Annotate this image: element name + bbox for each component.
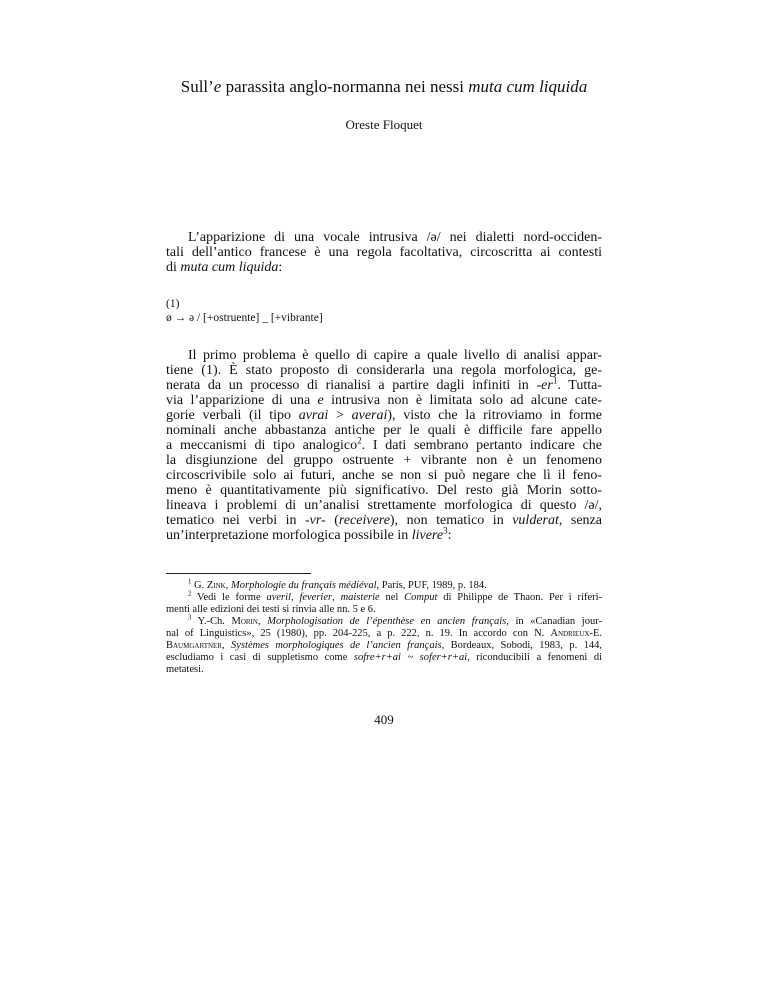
text-run: nominali anche abbastanza antiche per le quali è difficile fare appello <box>166 423 602 438</box>
text-run: > <box>328 408 352 423</box>
text-run: -vr- <box>305 513 326 528</box>
text-run: , senza <box>558 513 602 528</box>
footnote-ref: 3 <box>188 614 192 622</box>
text-run: . I dati sembrano pertanto indicare che <box>361 438 602 453</box>
text-run: gorie verbali (il tipo <box>166 408 299 423</box>
text-run: tiene (1). È stato proposto di considerarla una regola morfologica, ge- <box>166 363 602 378</box>
paragraph-intro <box>166 230 602 275</box>
footnote <box>166 592 602 616</box>
text-run: un’interpretazione morfologica possibile in <box>166 528 412 543</box>
footnote-line <box>166 580 602 592</box>
text-run: Vedi le forme <box>191 592 267 603</box>
text-run: , Paris, PUF, 1989, p. 184. <box>376 580 487 591</box>
text-line <box>166 483 602 498</box>
text-run: feverier <box>299 592 333 603</box>
text-run: muta cum liquida <box>180 260 279 275</box>
text-run: Comput <box>404 592 438 603</box>
text-run: intrusiva non è limitata solo ad alcune cate- <box>323 393 602 408</box>
text-line <box>166 498 602 513</box>
text-run: via l’apparizione di una <box>166 393 318 408</box>
footnote <box>166 580 602 592</box>
text-line <box>166 245 602 260</box>
text-run: a meccanismi di tipo analogico <box>166 438 358 453</box>
text-run: L’apparizione di una vocale intrusiva /ə/ nei dialetti nord-occiden- <box>188 230 602 245</box>
text-run: Morphologisation de l’épenthèse en ancien français <box>267 616 507 627</box>
text-run: di Philippe de Thaon. Per i riferi- <box>437 592 603 603</box>
text-run: tali dell’antico francese è una regola facoltativa, circoscritta ai contesti <box>166 245 602 260</box>
paragraph-main <box>166 348 602 543</box>
rule-1 <box>166 297 602 325</box>
text-run: , riconducibili a fenomeni di <box>467 652 602 663</box>
text-run: averil <box>266 592 291 603</box>
text-line <box>166 393 602 408</box>
footnote-divider <box>166 573 311 574</box>
text-run: , Bordeaux, Sobodi, 1983, p. 144, <box>441 640 603 651</box>
text-run: , <box>290 592 300 603</box>
text-run: nel <box>379 592 405 603</box>
text-run: metatesi. <box>166 664 204 675</box>
text-run: circoscrivibile solo ai futuri, anche se non si può negare che lì il feno- <box>166 468 602 483</box>
text-run: , <box>221 640 232 651</box>
text-run: Il primo problema è quello di capire a quale livello di analisi appar- <box>188 348 602 363</box>
text-run: Zink <box>206 580 226 591</box>
text-run: parassita anglo-normanna nei nessi <box>221 77 469 96</box>
text-run: avrai <box>298 408 329 423</box>
footnotes <box>166 580 602 676</box>
text-run: : <box>278 260 283 275</box>
text-run: nerata da un processo di rianalisi a partire dagli infiniti in <box>166 378 537 393</box>
document-page <box>166 0 602 728</box>
text-run: averai <box>351 408 388 423</box>
text-run: ( <box>325 513 339 528</box>
text-line <box>166 230 602 245</box>
text-run: , <box>257 616 268 627</box>
text-run: sofre+r+ai ~ sofer+r+ai <box>353 652 468 663</box>
article-title <box>124 76 644 97</box>
text-run: Andrieux <box>550 628 590 639</box>
text-run: maisterie <box>340 592 380 603</box>
text-run: , <box>332 592 341 603</box>
footnote-line <box>166 628 602 640</box>
text-run: Systèmes morphologiques de l’ancien français <box>231 640 442 651</box>
footnote-ref: 2 <box>357 435 362 446</box>
footnote-ref: 1 <box>188 578 192 586</box>
footnote-line <box>166 640 602 652</box>
footnote-line <box>166 652 602 664</box>
text-line <box>166 435 602 453</box>
text-run: e <box>317 393 324 408</box>
footnote-ref: 2 <box>188 590 192 598</box>
text-line <box>166 513 602 528</box>
rule-number: (1) <box>166 298 180 310</box>
rule-formula: ø → ə / [+ostruente] _ [+vibrante] <box>166 312 323 324</box>
text-line <box>166 408 602 423</box>
text-line <box>166 363 602 378</box>
text-run: ), non tematico in <box>389 513 513 528</box>
text-line <box>166 423 602 438</box>
text-run: receivere <box>338 513 390 528</box>
author-name: Oreste Floquet <box>345 117 423 132</box>
text-run: Morphologie du français médiéval <box>230 580 377 591</box>
text-run: escludiamo i casi di suppletismo come <box>166 652 354 663</box>
text-run: menti alle edizioni dei testi si rinvia alle nn. 5 e 6. <box>166 604 376 615</box>
text-run: meno è quantitativamente più significativo. Del resto già Morin sotto- <box>166 483 602 498</box>
text-run: Morin <box>231 616 258 627</box>
text-run: -er <box>536 378 553 393</box>
text-line <box>166 260 602 275</box>
text-run: la disgiunzione del gruppo ostruente + vibrante non è un fenomeno <box>166 453 602 468</box>
text-line <box>166 375 602 393</box>
text-run: Baumgartner <box>166 640 222 651</box>
text-run: tematico nei verbi in <box>166 513 305 528</box>
page-number: 409 <box>374 712 394 727</box>
text-run: Y.-Ch. <box>191 616 232 627</box>
text-run: : <box>447 528 452 543</box>
text-line <box>166 453 602 468</box>
text-run: di <box>166 260 181 275</box>
footnote-line <box>166 616 602 628</box>
text-run: G. <box>191 580 207 591</box>
text-run: -E. <box>589 628 602 639</box>
text-run: livere <box>411 528 444 543</box>
text-run: vulderat <box>512 513 559 528</box>
footnote-line <box>166 664 602 676</box>
text-run: muta cum liquida <box>468 77 588 96</box>
text-run: ), visto che la ritroviamo in forme <box>387 408 602 423</box>
text-run: , in «Canadian jour- <box>506 616 603 627</box>
footnote-ref: 3 <box>443 525 448 536</box>
text-run: lineava i problemi di un’analisi strettamente morfologica di questo /ə/, <box>166 498 602 513</box>
text-line <box>166 348 602 363</box>
footnote-ref: 1 <box>552 375 558 386</box>
text-run: , <box>225 580 231 591</box>
text-run: nal of Linguistics», 25 (1980), pp. 204-225, a p. 222, n. 19. In accordo con N. <box>166 628 551 639</box>
text-line <box>166 468 602 483</box>
footnote <box>166 616 602 676</box>
text-run: e <box>213 77 222 96</box>
text-run: . Tutta- <box>557 378 602 393</box>
text-run: Sull’ <box>180 77 214 96</box>
footnote-line <box>166 604 602 616</box>
footnote-line <box>166 592 602 604</box>
text-line <box>166 525 602 543</box>
